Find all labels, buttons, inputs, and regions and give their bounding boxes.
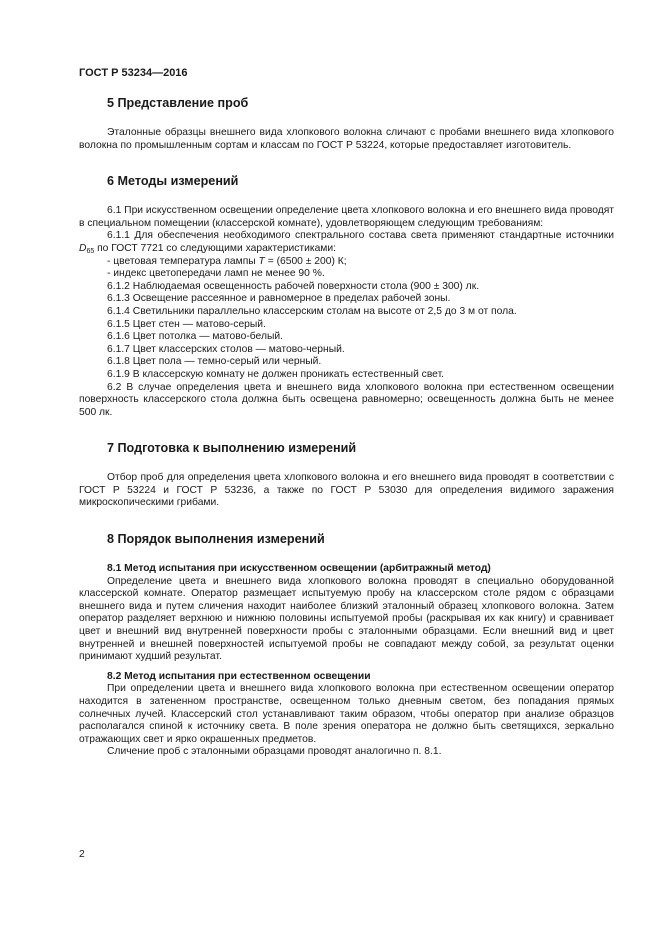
subsection-8-2-title: 8.2 Метод испытания при естественном освещении [107, 670, 371, 682]
clause-6-1-9: 6.1.9 В классерскую комнату не должен проникать естественный свет. [107, 368, 445, 380]
section-8-title: 8 Порядок выполнения измерений [107, 532, 325, 547]
section-7-paragraph: Отбор проб для определения цвета хлопкового волокна и его внешнего вида проводят в соответствии с ГОСТ Р 53224 и ГОСТ Р 53236, а также по ГОСТ Р 53030 для определения видимого заражения микроскопическими грибами. [79, 472, 614, 509]
subsection-8-1-paragraph: Определение цвета и внешнего вида хлопкового волокна проводят в специально оборудованной классерской комнате. Оператор размещает испытуемую пробу на классерском столе рядом с образцами внешнего вида и путем сличения находит наиболее близкий эталонный образец хлопкового волокна. Затем оператор разделяет верхнюю и нижнюю половины испытуемой пробы (раскрывая их как книгу) и сравнивает цвет и внешний вид внутренней поверхности пробы с эталонными образцами. Если внешний вид и цвет внутренней и внешней поверхностей испытуемой пробы не совпадают между собой, за результат оценки принимают худший результат. [79, 575, 614, 663]
page-number: 2 [79, 849, 85, 860]
list-item-color-rendering: - индекс цветопередачи ламп не менее 90 %. [107, 268, 325, 280]
clause-6-1-3: 6.1.3 Освещение рассеянное и равномерное в пределах рабочей зоны. [107, 293, 451, 305]
subsection-8-2-paragraph-2: Сличение проб с эталонными образцами проводят аналогично п. 8.1. [107, 746, 442, 758]
section-7-title: 7 Подготовка к выполнению измерений [107, 441, 357, 456]
clause-6-1-7: 6.1.7 Цвет классерских столов — матово-черный. [107, 343, 345, 355]
clause-6-1-5: 6.1.5 Цвет стен — матово-серый. [107, 318, 266, 330]
clause-6-1: 6.1 При искусственном освещении определение цвета хлопкового волокна и его внешнего вида проводят в специальном помещении (классерской комнате), удовлетворяющем следующим требованиям: [79, 205, 614, 229]
list-item-color-temperature: - цветовая температура лампы T = (6500 ± 200) К; [107, 255, 347, 267]
subsection-8-1-title: 8.1 Метод испытания при искусственном освещении (арбитражный метод) [107, 563, 491, 575]
clause-6-1-8: 6.1.8 Цвет пола — темно-серый или черный. [107, 356, 322, 368]
document-header: ГОСТ Р 53234—2016 [79, 67, 188, 79]
clause-6-1-2: 6.1.2 Наблюдаемая освещенность рабочей поверхности стола (900 ± 300) лк. [107, 280, 480, 292]
clause-6-1-1: 6.1.1 Для обеспечения необходимого спектрального состава света применяют стандартные источники $D_{65}$ по ГОСТ 7721 со следующими характеристиками: [79, 230, 614, 255]
clause-6-1-4: 6.1.4 Светильники параллельно классерским столам на высоте от 2,5 до 3 м от пола. [107, 305, 517, 317]
document-body [79, 96, 614, 759]
section-5-paragraph: Эталонные образцы внешнего вида хлопкового волокна сличают с пробами внешнего вида хлопкового волокна по промышленным сортам и классам по ГОСТ Р 53224, которые предоставляет изготовитель. [79, 127, 614, 151]
section-6-title: 6 Методы измерений [107, 174, 239, 189]
subsection-8-2-paragraph: При определении цвета и внешнего вида хлопкового волокна при естественном освещении оператор находится в затененном пространстве, освещенном только дневным светом, без попадания прямых солнечных лучей. Классерский стол устанавливают таким образом, чтобы оператор при анализе образцов располагался спиной к источнику света. В поле зрения оператора не должно быть светящихся, зеркально отражающих свет и ярко окрашенных предметов. [79, 683, 614, 745]
section-5-title: 5 Представление проб [107, 96, 249, 110]
clause-6-1-6: 6.1.6 Цвет потолка — матово-белый. [107, 331, 283, 343]
clause-6-2: 6.2 В случае определения цвета и внешнего вида хлопкового волокна при естественном освещении поверхность классерского стола должна быть освещена равномерно; освещенность должна быть не менее 500 лк. [79, 381, 614, 418]
